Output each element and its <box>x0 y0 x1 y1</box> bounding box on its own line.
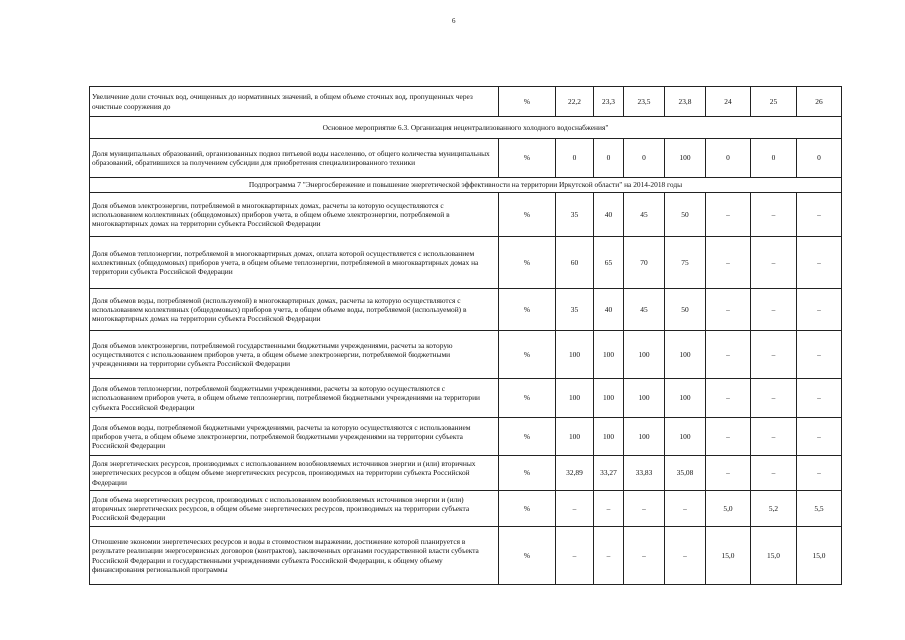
value-cell: 23,8 <box>665 87 706 117</box>
value-cell: – <box>797 379 842 418</box>
value-cell: – <box>706 418 751 456</box>
value-cell: 100 <box>556 379 594 418</box>
value-cell: 100 <box>556 418 594 456</box>
value-cell: 100 <box>624 379 665 418</box>
value-cell: 0 <box>706 139 751 178</box>
value-cell: 50 <box>665 289 706 331</box>
table-row <box>90 456 842 491</box>
value-cell: 100 <box>624 418 665 456</box>
value-cell: 100 <box>665 331 706 379</box>
table-row <box>90 289 842 331</box>
table-row <box>90 491 842 527</box>
value-cell: – <box>751 289 797 331</box>
value-cell: 33,27 <box>594 456 624 491</box>
value-cell: – <box>751 456 797 491</box>
value-cell: – <box>706 289 751 331</box>
value-cell: – <box>594 527 624 585</box>
value-cell: – <box>556 491 594 527</box>
unit-cell: % <box>499 456 556 491</box>
value-cell: 32,89 <box>556 456 594 491</box>
value-cell: – <box>797 331 842 379</box>
table-row <box>90 527 842 585</box>
value-cell: 15,0 <box>751 527 797 585</box>
value-cell: – <box>594 491 624 527</box>
value-cell: – <box>751 193 797 237</box>
section-row <box>90 178 842 193</box>
table-row <box>90 331 842 379</box>
unit-cell: % <box>499 139 556 178</box>
value-cell: 40 <box>594 193 624 237</box>
value-cell: – <box>751 331 797 379</box>
value-cell: – <box>797 237 842 289</box>
value-cell: 100 <box>594 379 624 418</box>
value-cell: 5,2 <box>751 491 797 527</box>
indicator-name: Доля муниципальных образований, организованных подвоз питьевой воды населению, от общего количества муниципальных образований, обратившихся за получением субсидии для приобретения специализированного техники <box>90 139 499 178</box>
indicator-name: Доля объемов воды, потребляемой (используемой) в многоквартирных домах, расчеты за которую осуществляются с использованием коллективных (общедомовых) приборов учета, в общем объеме воды, потребляемой (используемой) в многоквартирных домах на территории субъекта Российской Федерации <box>90 289 499 331</box>
value-cell: 15,0 <box>797 527 842 585</box>
indicator-name: Доля объемов теплоэнергии, потребляемой бюджетными учреждениями, расчеты за которую осуществляются с использованием приборов учета, в общем объеме теплоэнергии, потребляемой бюджетными учреждениями на территории субъекта Российской Федерации <box>90 379 499 418</box>
value-cell: 60 <box>556 237 594 289</box>
value-cell: – <box>751 379 797 418</box>
value-cell: – <box>706 456 751 491</box>
value-cell: – <box>706 379 751 418</box>
value-cell: 65 <box>594 237 624 289</box>
value-cell: 23,5 <box>624 87 665 117</box>
value-cell: 100 <box>624 331 665 379</box>
unit-cell: % <box>499 237 556 289</box>
section-title: Основное мероприятие 6.3. Организация нецентрализованного холодного водоснабжения" <box>90 117 842 139</box>
value-cell: – <box>706 331 751 379</box>
value-cell: 100 <box>556 331 594 379</box>
table-row <box>90 237 842 289</box>
table-row <box>90 87 842 117</box>
value-cell: 0 <box>797 139 842 178</box>
indicator-name: Доля объемов электроэнергии, потребляемой государственными бюджетными учреждениями, расчеты за которую осуществляются с использованием приборов учета, в общем объеме электроэнергии, потребляемой бюджетными учреждениями на территории субъекта Российской Федерации <box>90 331 499 379</box>
table-row <box>90 193 842 237</box>
value-cell: 15,0 <box>706 527 751 585</box>
unit-cell: % <box>499 491 556 527</box>
value-cell: – <box>624 491 665 527</box>
value-cell: – <box>797 193 842 237</box>
value-cell: 45 <box>624 193 665 237</box>
indicators-table <box>89 86 842 585</box>
value-cell: 50 <box>665 193 706 237</box>
value-cell: – <box>665 491 706 527</box>
value-cell: 35 <box>556 289 594 331</box>
value-cell: 23,3 <box>594 87 624 117</box>
value-cell: – <box>797 456 842 491</box>
value-cell: 5,0 <box>706 491 751 527</box>
value-cell: 35 <box>556 193 594 237</box>
value-cell: 40 <box>594 289 624 331</box>
value-cell: – <box>751 237 797 289</box>
unit-cell: % <box>499 527 556 585</box>
unit-cell: % <box>499 379 556 418</box>
indicator-name: Доля объемов воды, потребляемой бюджетными учреждениями, расчеты за которую осуществляются с использованием приборов учета, в общем объеме электроэнергии, потребляемой бюджетными учреждениями на территории субъекта Российской Федерации <box>90 418 499 456</box>
value-cell: 0 <box>594 139 624 178</box>
value-cell: 22,2 <box>556 87 594 117</box>
section-row <box>90 117 842 139</box>
indicator-name: Доля энергетических ресурсов, производимых с использованием возобновляемых источников энергии и (или) вторичных энергетических ресурсов в общем объеме энергетических ресурсов, производимых на территории субъекта Российской Федерации <box>90 456 499 491</box>
value-cell: 25 <box>751 87 797 117</box>
value-cell: 33,83 <box>624 456 665 491</box>
value-cell: – <box>797 418 842 456</box>
unit-cell: % <box>499 87 556 117</box>
value-cell: – <box>797 289 842 331</box>
unit-cell: % <box>499 418 556 456</box>
value-cell: 5,5 <box>797 491 842 527</box>
value-cell: 70 <box>624 237 665 289</box>
value-cell: 0 <box>751 139 797 178</box>
value-cell: – <box>751 418 797 456</box>
indicator-name: Доля объема энергетических ресурсов, производимых с использованием возобновляемых источников энергии и (или) вторичных энергетических ресурсов, в общем объеме энергетических ресурсов, производимых на территории субъекта Российской Федерации <box>90 491 499 527</box>
value-cell: 0 <box>624 139 665 178</box>
value-cell: – <box>706 193 751 237</box>
value-cell: 35,08 <box>665 456 706 491</box>
value-cell: 100 <box>665 379 706 418</box>
section-title: Подпрограмма 7 "Энергосбережение и повышение энергетической эффективности на территории Иркутской области" на 2014-2018 годы <box>90 178 842 193</box>
indicator-name: Доля объемов теплоэнергии, потребляемой в многоквартирных домах, оплата которой осуществляется с использованием коллективных (общедомовых) приборов учета, в общем объеме теплоэнергии, потребляемой в многоквартирных домах на территории субъекта Российской Федерации <box>90 237 499 289</box>
table-row <box>90 418 842 456</box>
value-cell: – <box>706 237 751 289</box>
page-number: 6 <box>452 17 456 25</box>
value-cell: 26 <box>797 87 842 117</box>
value-cell: – <box>556 527 594 585</box>
value-cell: 100 <box>594 331 624 379</box>
value-cell: 100 <box>665 139 706 178</box>
unit-cell: % <box>499 331 556 379</box>
indicator-name: Увеличение доли сточных вод, очищенных до нормативных значений, в общем объеме сточных вод, пропущенных через очистные сооружения до <box>90 87 499 117</box>
table-row <box>90 139 842 178</box>
unit-cell: % <box>499 193 556 237</box>
unit-cell: % <box>499 289 556 331</box>
value-cell: – <box>665 527 706 585</box>
value-cell: 100 <box>665 418 706 456</box>
value-cell: 45 <box>624 289 665 331</box>
table-row <box>90 379 842 418</box>
value-cell: 0 <box>556 139 594 178</box>
value-cell: 24 <box>706 87 751 117</box>
indicator-name: Отношение экономии энергетических ресурсов и воды в стоимостном выражении, достижение которой планируется в результате реализации энергосервисных договоров (контрактов), заключенных органами государственной власти субъекта Российской Федерации и государственными учреждениями субъекта Российской Федерации, к общему объему финансирования региональной программы <box>90 527 499 585</box>
indicator-name: Доля объемов электроэнергии, потребляемой в многоквартирных домах, расчеты за которую осуществляются с использованием коллективных (общедомовых) приборов учета, в общем объеме электроэнергии, потребляемой в многоквартирных домах на территории субъекта Российской Федерации <box>90 193 499 237</box>
value-cell: 75 <box>665 237 706 289</box>
value-cell: – <box>624 527 665 585</box>
value-cell: 100 <box>594 418 624 456</box>
